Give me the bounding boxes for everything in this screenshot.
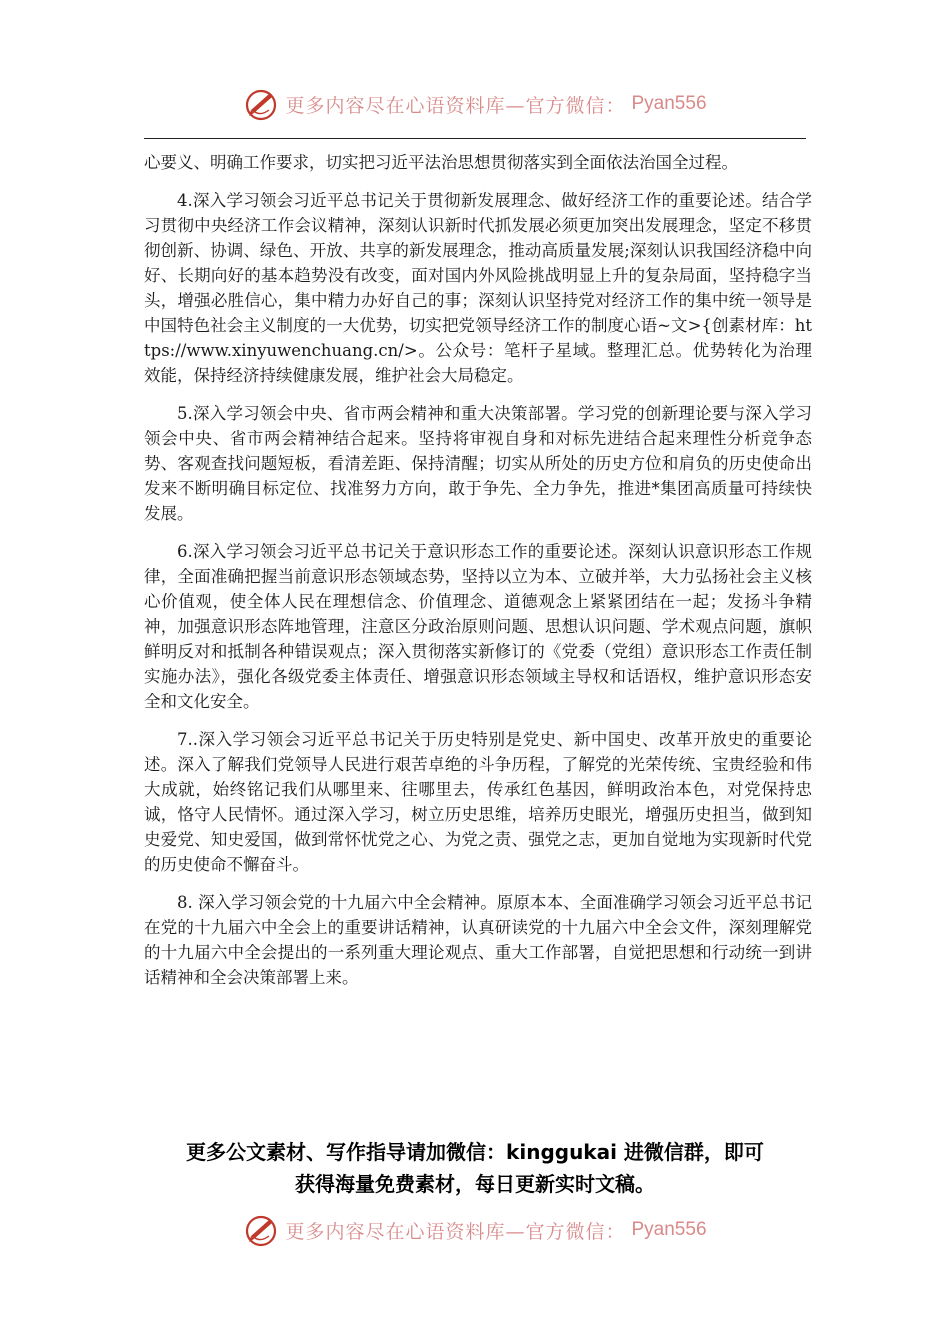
- paragraph-item-8: 8. 深入学习领会党的十九届六中全会精神。原原本本、全面准确学习领会习近平总书记在党的十九届六中全会上的重要讲话精神，认真研读党的十九届六中全会文件，深刻理解党的十九届六中全会提出的一系列重大理论观点、重大工作部署，自觉把思想和行动统一到讲话精神和全会决策部署上来。: [144, 893, 812, 987]
- promo-block: [120, 1136, 830, 1200]
- header-wechat-id: Pyan556: [631, 93, 707, 114]
- paragraph-item-5: 5.深入学习领会中央、省市两会精神和重大决策部署。学习党的创新理论要与深入学习领会中央、省市两会精神结合起来。坚持将审视自身和对标先进结合起来理性分析竞争态势、客观查找问题短板，看清差距、保持清醒；切实从所处的历史方位和肩负的历史使命出发来不断明确目标定位、找准努力方向，敢于争先、全力争先，推进*集团高质量可持续快发展。: [144, 404, 812, 523]
- header-banner-inner: [243, 86, 706, 122]
- pen-in-circle-logo-icon: [243, 86, 279, 122]
- paragraph-item-6: 6.深入学习领会习近平总书记关于意识形态工作的重要论述。深刻认识意识形态工作规律，全面准确把握当前意识形态领域态势，坚持以立为本、立破并举，大力弘扬社会主义核心价值观，使全体人民在理想信念、价值理念、道德观念上紧紧团结在一起；发扬斗争精神，加强意识形态阵地管理，注意区分政治原则问题、思想认识问题、学术观点问题，旗帜鲜明反对和抵制各种错误观点；深入贯彻落实新修订的《党委（党组）意识形态工作责任制实施办法》，强化各级党委主体责任、增强意识形态领域主导权和话语权，维护意识形态安全和文化安全。: [144, 542, 812, 711]
- pen-in-circle-logo-icon: [243, 1212, 279, 1248]
- footer-banner: [0, 1210, 950, 1250]
- footer-wechat-id: Pyan556: [631, 1219, 707, 1240]
- promo-line-2: 获得海量免费素材，每日更新实时文稿。: [295, 1172, 655, 1196]
- header-banner: [0, 84, 950, 124]
- paragraph-item-7: 7..深入学习领会习近平总书记关于历史特别是党史、新中国史、改革开放史的重要论述。深入了解我们党领导人民进行艰苦卓绝的斗争历程，了解党的光荣传统、宝贵经验和伟大成就，始终铭记我们从哪里来、往哪里去，传承红色基因，鲜明政治本色，对党保持忠诚，恪守人民情怀。通过深入学习，树立历史思维，培养历史眼光，增强历史担当，做到知史爱党、知史爱国，做到常怀忧党之心、为党之责、强党之志，更加自觉地为实现新时代党的历史使命不懈奋斗。: [144, 730, 812, 874]
- header-divider: [144, 138, 806, 139]
- paragraph-item-4: 4.深入学习领会习近平总书记关于贯彻新发展理念、做好经济工作的重要论述。结合学习贯彻中央经济工作会议精神，深刻认识新时代抓发展必须更加突出发展理念，坚定不移贯彻创新、协调、绿色、开放、共享的新发展理念，推动高质量发展;深刻认识我国经济稳中向好、长期向好的基本趋势没有改变，面对国内外风险挑战明显上升的复杂局面，坚持稳字当头，增强必胜信心，集中精力办好自己的事；深刻认识坚持党对经济工作的集中统一领导是中国特色社会主义制度的一大优势，切实把党领导经济工作的制度心语~文>{创素材库：https://www.xinyuwenchuang.cn/>。公众号：笔杆子星域。整理汇总。优势转化为治理效能，保持经济持续健康发展，维护社会大局稳定。: [144, 191, 812, 385]
- document-body: [144, 150, 812, 1003]
- footer-banner-text: 更多内容尽在心语资料库—官方微信：: [285, 1220, 626, 1243]
- header-banner-text: 更多内容尽在心语资料库—官方微信：: [285, 94, 626, 117]
- paragraph-continuation: 心要义、明确工作要求，切实把习近平法治思想贯彻落实到全面依法治国全过程。: [144, 153, 738, 172]
- footer-banner-inner: [243, 1212, 706, 1248]
- promo-line-1: 更多公文素材、写作指导请加微信：kinggukai 进微信群，即可: [186, 1140, 764, 1164]
